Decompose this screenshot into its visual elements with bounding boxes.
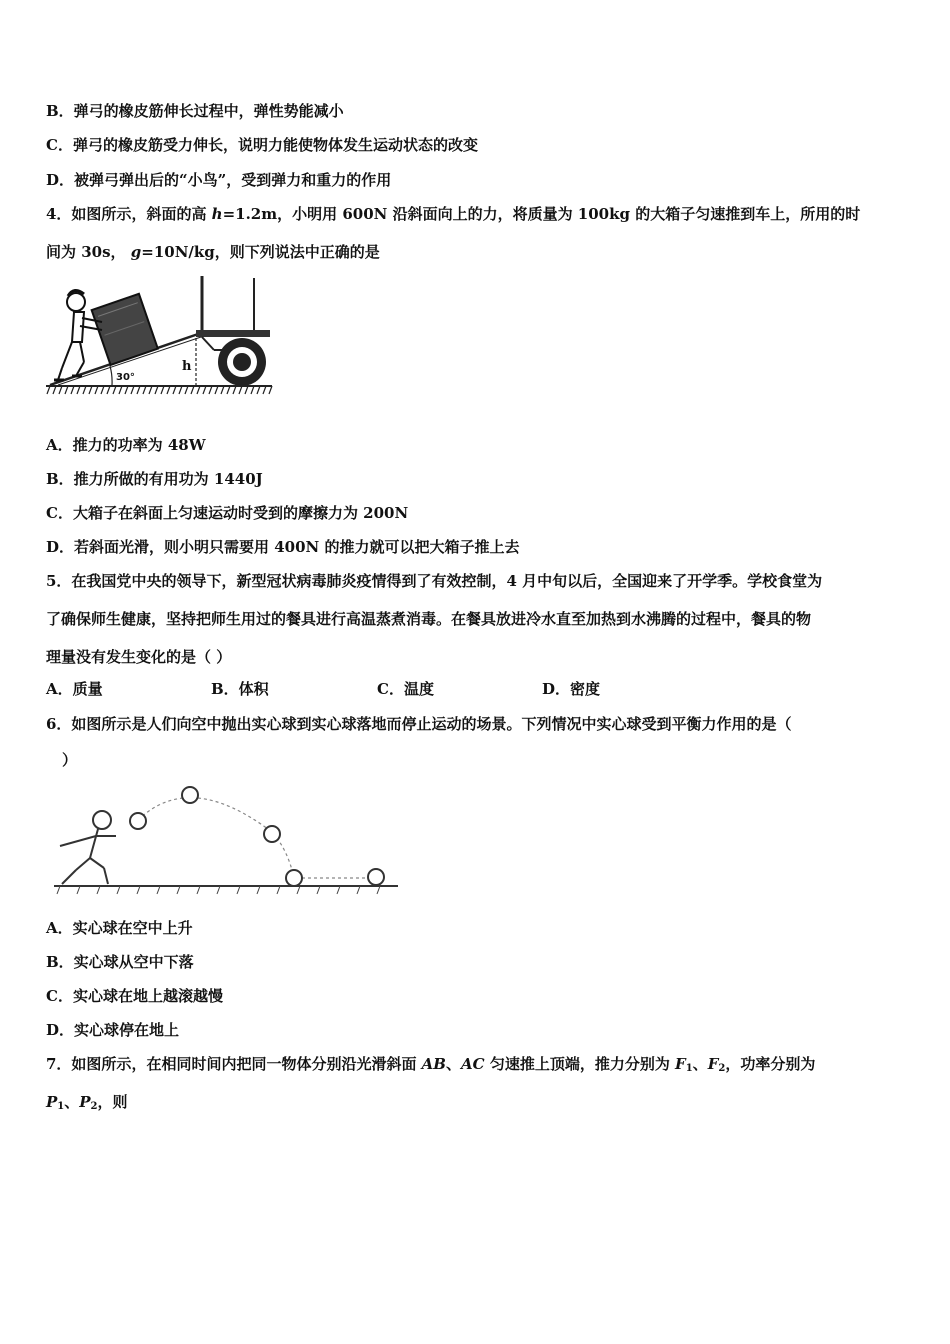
q5-option-c: C．温度 <box>377 680 434 698</box>
q4-stem-line2: 间为 30s， g=10N/kg，则下列说法中正确的是 <box>46 243 380 261</box>
q4-option-a: A．推力的功率为 48W <box>46 436 206 454</box>
q6-stem-line1: 6．如图所示是人们向空中抛出实心球到实心球落地而停止运动的场景。下列情况中实心球受到平衡力作用的是（ <box>46 715 792 733</box>
q4-stem-line1: 4．如图所示，斜面的高 h=1.2m，小明用 600N 沿斜面向上的力，将质量为 100kg 的大箱子匀速推到车上，所用的时 <box>46 205 861 223</box>
q4-option-d: D．若斜面光滑，则小明只需要用 400N 的推力就可以把大箱子推上去 <box>46 538 520 556</box>
q5-stem-line2: 了确保师生健康，坚持把师生用过的餐具进行高温蒸煮消毒。在餐具放进冷水直至加热到水沸腾的过程中，餐具的物 <box>46 610 812 628</box>
height-label: h <box>182 359 192 374</box>
q5-option-a: A．质量 <box>46 680 103 698</box>
q3-option-b: B．弹弓的橡皮筋伸长过程中，弹性势能减小 <box>46 102 344 120</box>
q6-option-d: D．实心球停在地上 <box>46 1021 180 1039</box>
q4-option-b: B．推力所做的有用功为 1440J <box>46 470 263 488</box>
q6-option-c: C．实心球在地上越滚越慢 <box>46 987 223 1005</box>
q5-stem-line1: 5．在我国党中央的领导下，新型冠状病毒肺炎疫情得到了有效控制，4 月中旬以后，全国迎来了开学季。学校食堂为 <box>46 572 823 590</box>
q5-option-d: D．密度 <box>542 680 601 698</box>
angle-label: 30° <box>116 372 135 383</box>
q4-incline-figure <box>44 272 276 400</box>
q3-option-c: C．弹弓的橡皮筋受力伸长，说明力能使物体发生运动状态的改变 <box>46 136 478 154</box>
q3-option-d: D．被弹弓弹出后的“小鸟”，受到弹力和重力的作用 <box>46 171 392 189</box>
q4-option-c: C．大箱子在斜面上匀速运动时受到的摩擦力为 200N <box>46 504 409 522</box>
q6-option-b: B．实心球从空中下落 <box>46 953 194 971</box>
q5-stem-line3: 理量没有发生变化的是（ ） <box>46 648 232 666</box>
q7-stem-line1: 7．如图所示，在相同时间内把同一物体分别沿光滑斜面 AB、AC 匀速推上顶端，推力分别为 $F_1$、$F_2$，功率分别为 <box>46 1055 816 1074</box>
q5-option-b: B．体积 <box>211 680 269 698</box>
q7-stem-line2: $P_1$、$P_2$，则 <box>46 1093 128 1112</box>
q6-ball-throw-figure <box>50 780 402 900</box>
q6-option-a: A．实心球在空中上升 <box>46 919 193 937</box>
q6-stem-line2: ） <box>62 751 78 769</box>
